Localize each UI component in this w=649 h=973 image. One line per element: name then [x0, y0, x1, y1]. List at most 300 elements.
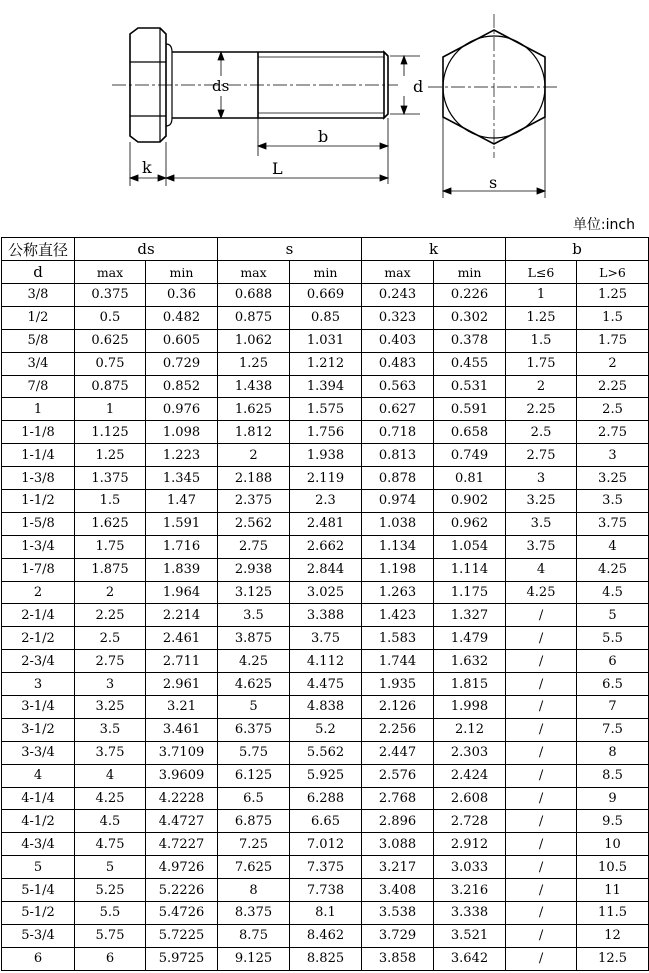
table-cell: 0.962 [434, 512, 506, 535]
table-cell: 1.327 [434, 604, 506, 627]
table-cell: 0.482 [146, 306, 218, 329]
table-cell: 4.25 [506, 581, 577, 604]
table-cell: 0.81 [434, 467, 506, 490]
table-cell: 1.575 [290, 398, 362, 421]
table-row [2, 375, 649, 398]
table-cell: 10 [577, 833, 649, 856]
table-cell: 1.5 [506, 329, 577, 352]
table-row [2, 535, 649, 558]
table-cell: / [506, 856, 577, 879]
table-cell: 2.844 [290, 558, 362, 581]
table-row [2, 627, 649, 650]
table-cell: 0.605 [146, 329, 218, 352]
k-label: k [142, 158, 152, 177]
row-nominal-diameter: 1-5/8 [2, 512, 75, 535]
table-cell: 3.875 [218, 627, 290, 650]
row-nominal-diameter: 4-3/4 [2, 833, 75, 856]
table-cell: 8 [577, 741, 649, 764]
table-cell: 0.875 [218, 306, 290, 329]
table-cell: 4 [577, 535, 649, 558]
table-cell: / [506, 764, 577, 787]
table-cell: 1.632 [434, 650, 506, 673]
table-cell: 5.5 [577, 627, 649, 650]
table-cell: 2.608 [434, 787, 506, 810]
table-cell: 3.408 [362, 879, 434, 902]
table-cell: 1.375 [75, 467, 146, 490]
table-cell: 3.216 [434, 879, 506, 902]
table-cell: 5.562 [290, 741, 362, 764]
table-cell: 2.5 [577, 398, 649, 421]
row-nominal-diameter: 3-3/4 [2, 741, 75, 764]
table-cell: 1.031 [290, 329, 362, 352]
bolt-head-end-view [428, 14, 560, 158]
table-cell: / [506, 627, 577, 650]
table-cell: 0.718 [362, 421, 434, 444]
table-cell: / [506, 879, 577, 902]
header-nominal-diameter: 公称直径 [2, 238, 75, 261]
table-cell: 1.815 [434, 673, 506, 696]
row-nominal-diameter: 4-1/2 [2, 810, 75, 833]
table-cell: 3.25 [506, 490, 577, 513]
table-cell: 3.75 [506, 535, 577, 558]
table-row [2, 284, 649, 307]
table-cell: 1.75 [75, 535, 146, 558]
table-cell: 3.025 [290, 581, 362, 604]
table-cell: 1.394 [290, 375, 362, 398]
table-cell: 8.825 [290, 947, 362, 970]
table-cell: 6.125 [218, 764, 290, 787]
table-cell: 4.4727 [146, 810, 218, 833]
table-cell: 2.5 [75, 627, 146, 650]
subheader-d: d [2, 261, 75, 284]
table-cell: 1.625 [218, 398, 290, 421]
table-cell: 3.25 [577, 467, 649, 490]
table-cell: 1.125 [75, 421, 146, 444]
table-cell: 0.375 [75, 284, 146, 307]
table-cell: / [506, 650, 577, 673]
table-cell: 2.5 [506, 421, 577, 444]
table-cell: 4.25 [218, 650, 290, 673]
bolt-technical-drawing [0, 0, 649, 205]
table-cell: 7.738 [290, 879, 362, 902]
table-cell: 0.302 [434, 306, 506, 329]
k-L-dimension [130, 142, 388, 186]
table-cell: 0.729 [146, 352, 218, 375]
table-cell: 3.75 [290, 627, 362, 650]
table-row [2, 558, 649, 581]
table-cell: 0.669 [290, 284, 362, 307]
row-nominal-diameter: 1-3/4 [2, 535, 75, 558]
table-row [2, 902, 649, 925]
table-cell: 0.813 [362, 444, 434, 467]
bolt-dimension-table [1, 237, 649, 971]
subheader-s-min: min [290, 261, 362, 284]
table-row [2, 421, 649, 444]
table-cell: 3.642 [434, 947, 506, 970]
table-cell: 1.756 [290, 421, 362, 444]
table-cell: 0.688 [218, 284, 290, 307]
table-cell: 1.839 [146, 558, 218, 581]
table-cell: 11 [577, 879, 649, 902]
table-cell: 1.583 [362, 627, 434, 650]
table-cell: / [506, 902, 577, 925]
table-cell: 1.935 [362, 673, 434, 696]
table-row [2, 856, 649, 879]
table-cell: 7.375 [290, 856, 362, 879]
table-cell: 2.119 [290, 467, 362, 490]
table-cell: 5.25 [75, 879, 146, 902]
table-cell: 6 [75, 947, 146, 970]
table-cell: 2.188 [218, 467, 290, 490]
table-cell: 5.75 [75, 924, 146, 947]
table-cell: 3.25 [75, 696, 146, 719]
subheader-b-short: L≤6 [506, 261, 577, 284]
table-cell: / [506, 833, 577, 856]
table-cell: 1 [506, 284, 577, 307]
table-cell: 9 [577, 787, 649, 810]
table-cell: 0.531 [434, 375, 506, 398]
table-cell: 2 [218, 444, 290, 467]
table-cell: 9.5 [577, 810, 649, 833]
ds-label: ds [212, 77, 230, 95]
table-cell: 0.875 [75, 375, 146, 398]
table-cell: 1.223 [146, 444, 218, 467]
table-cell: 1.744 [362, 650, 434, 673]
table-cell: 1.716 [146, 535, 218, 558]
table-cell: 3.125 [218, 581, 290, 604]
row-nominal-diameter: 1-1/8 [2, 421, 75, 444]
s-label: s [489, 173, 498, 192]
table-cell: 7 [577, 696, 649, 719]
subheader-b-long: L>6 [577, 261, 649, 284]
row-nominal-diameter: 2-1/2 [2, 627, 75, 650]
table-cell: 0.226 [434, 284, 506, 307]
table-cell: 12 [577, 924, 649, 947]
table-cell: 2.576 [362, 764, 434, 787]
table-row [2, 696, 649, 719]
row-nominal-diameter: 1-1/2 [2, 490, 75, 513]
table-cell: 2.662 [290, 535, 362, 558]
table-cell: 3.21 [146, 696, 218, 719]
table-cell: 4.2228 [146, 787, 218, 810]
table-cell: 2.562 [218, 512, 290, 535]
table-cell: 4.625 [218, 673, 290, 696]
table-cell: 2.75 [506, 444, 577, 467]
table-row [2, 352, 649, 375]
table-cell: 1.75 [577, 329, 649, 352]
table-header-row-2 [2, 261, 649, 284]
table-row [2, 833, 649, 856]
row-nominal-diameter: 5/8 [2, 329, 75, 352]
table-row [2, 444, 649, 467]
table-cell: 1.25 [75, 444, 146, 467]
table-cell: 4.5 [577, 581, 649, 604]
table-cell: 3.217 [362, 856, 434, 879]
table-cell: 2.424 [434, 764, 506, 787]
table-cell: 12.5 [577, 947, 649, 970]
table-cell: 5.4726 [146, 902, 218, 925]
table-cell: 1.479 [434, 627, 506, 650]
table-cell: 0.878 [362, 467, 434, 490]
table-cell: 2 [75, 581, 146, 604]
table-row [2, 810, 649, 833]
row-nominal-diameter: 5-3/4 [2, 924, 75, 947]
table-cell: 8 [218, 879, 290, 902]
row-nominal-diameter: 2 [2, 581, 75, 604]
table-cell: 2 [506, 375, 577, 398]
table-cell: 8.375 [218, 902, 290, 925]
row-nominal-diameter: 3/8 [2, 284, 75, 307]
table-cell: 1.25 [218, 352, 290, 375]
table-cell: / [506, 718, 577, 741]
table-cell: 6.875 [218, 810, 290, 833]
table-cell: 5.9725 [146, 947, 218, 970]
table-cell: 0.403 [362, 329, 434, 352]
table-cell: 0.749 [434, 444, 506, 467]
table-cell: / [506, 924, 577, 947]
table-cell: 1.423 [362, 604, 434, 627]
table-row [2, 650, 649, 673]
table-cell: 3.75 [75, 741, 146, 764]
table-cell: 5.2 [290, 718, 362, 741]
table-cell: 3.5 [506, 512, 577, 535]
table-cell: 1.134 [362, 535, 434, 558]
table-cell: 1.875 [75, 558, 146, 581]
table-row [2, 512, 649, 535]
table-cell: 6 [577, 650, 649, 673]
table-cell: 3.538 [362, 902, 434, 925]
table-cell: 0.591 [434, 398, 506, 421]
table-cell: 7.012 [290, 833, 362, 856]
table-cell: 0.625 [75, 329, 146, 352]
table-cell: 1.098 [146, 421, 218, 444]
table-cell: 7.625 [218, 856, 290, 879]
subheader-k-min: min [434, 261, 506, 284]
row-nominal-diameter: 6 [2, 947, 75, 970]
table-cell: 4.25 [75, 787, 146, 810]
row-nominal-diameter: 1/2 [2, 306, 75, 329]
table-cell: 1.038 [362, 512, 434, 535]
table-cell: 2.447 [362, 741, 434, 764]
table-cell: 5 [218, 696, 290, 719]
table-cell: 5.75 [218, 741, 290, 764]
table-cell: 4.475 [290, 673, 362, 696]
table-cell: / [506, 741, 577, 764]
table-cell: 2.303 [434, 741, 506, 764]
table-row [2, 329, 649, 352]
table-cell: 0.75 [75, 352, 146, 375]
table-cell: 0.323 [362, 306, 434, 329]
table-cell: 0.976 [146, 398, 218, 421]
table-cell: 1.345 [146, 467, 218, 490]
table-cell: 0.455 [434, 352, 506, 375]
table-cell: 3.388 [290, 604, 362, 627]
row-nominal-diameter: 7/8 [2, 375, 75, 398]
table-cell: 1.198 [362, 558, 434, 581]
header-ds: ds [75, 238, 218, 261]
row-nominal-diameter: 3-1/2 [2, 718, 75, 741]
table-row [2, 490, 649, 513]
table-cell: 2.3 [290, 490, 362, 513]
table-cell: 3.033 [434, 856, 506, 879]
table-cell: 11.5 [577, 902, 649, 925]
table-cell: 3.729 [362, 924, 434, 947]
table-cell: 4.7227 [146, 833, 218, 856]
table-cell: 4.112 [290, 650, 362, 673]
table-cell: 1.438 [218, 375, 290, 398]
table-cell: 1.998 [434, 696, 506, 719]
table-cell: 3.5 [577, 490, 649, 513]
table-cell: 1.175 [434, 581, 506, 604]
table-cell: 1.5 [577, 306, 649, 329]
table-cell: 4 [506, 558, 577, 581]
table-cell: 5.7225 [146, 924, 218, 947]
table-cell: 1.114 [434, 558, 506, 581]
table-cell: 4.5 [75, 810, 146, 833]
row-nominal-diameter: 1-3/8 [2, 467, 75, 490]
table-cell: 5.5 [75, 902, 146, 925]
table-cell: 5 [75, 856, 146, 879]
table-cell: 3.75 [577, 512, 649, 535]
table-cell: 9.125 [218, 947, 290, 970]
row-nominal-diameter: 4 [2, 764, 75, 787]
table-cell: 4.838 [290, 696, 362, 719]
table-cell: 3 [75, 673, 146, 696]
table-cell: 4.9726 [146, 856, 218, 879]
table-row [2, 924, 649, 947]
table-cell: 6.288 [290, 787, 362, 810]
row-nominal-diameter: 2-3/4 [2, 650, 75, 673]
table-cell: 8.462 [290, 924, 362, 947]
table-cell: 10.5 [577, 856, 649, 879]
table-cell: 1.625 [75, 512, 146, 535]
row-nominal-diameter: 1-7/8 [2, 558, 75, 581]
table-cell: 0.902 [434, 490, 506, 513]
row-nominal-diameter: 5-1/4 [2, 879, 75, 902]
table-cell: 5.925 [290, 764, 362, 787]
table-row [2, 467, 649, 490]
table-cell: 1.25 [577, 284, 649, 307]
table-cell: 2.126 [362, 696, 434, 719]
table-cell: 0.483 [362, 352, 434, 375]
table-cell: 4.25 [577, 558, 649, 581]
table-cell: 0.627 [362, 398, 434, 421]
b-label: b [318, 127, 329, 146]
table-cell: 3 [577, 444, 649, 467]
table-row [2, 673, 649, 696]
table-cell: 6.5 [577, 673, 649, 696]
row-nominal-diameter: 4-1/4 [2, 787, 75, 810]
table-cell: / [506, 604, 577, 627]
table-cell: 2.256 [362, 718, 434, 741]
table-cell: 3.521 [434, 924, 506, 947]
table-row [2, 947, 649, 970]
row-nominal-diameter: 3-1/4 [2, 696, 75, 719]
table-cell: 2.75 [577, 421, 649, 444]
table-cell: 3.858 [362, 947, 434, 970]
row-nominal-diameter: 2-1/4 [2, 604, 75, 627]
table-cell: 2.461 [146, 627, 218, 650]
table-row [2, 604, 649, 627]
table-row [2, 306, 649, 329]
table-row [2, 398, 649, 421]
table-cell: 2.25 [577, 375, 649, 398]
row-nominal-diameter: 3/4 [2, 352, 75, 375]
row-nominal-diameter: 1 [2, 398, 75, 421]
table-cell: 1 [75, 398, 146, 421]
table-cell: 2.728 [434, 810, 506, 833]
table-row [2, 787, 649, 810]
table-cell: 0.378 [434, 329, 506, 352]
table-cell: 3.9609 [146, 764, 218, 787]
table-cell: 2.12 [434, 718, 506, 741]
table-cell: 7.5 [577, 718, 649, 741]
table-cell: 2 [577, 352, 649, 375]
table-cell: 1.964 [146, 581, 218, 604]
table-cell: 6.375 [218, 718, 290, 741]
table-cell: 3.088 [362, 833, 434, 856]
table-cell: 1.591 [146, 512, 218, 535]
table-cell: 0.658 [434, 421, 506, 444]
table-cell: 0.563 [362, 375, 434, 398]
table-cell: 8.5 [577, 764, 649, 787]
table-cell: 1.5 [75, 490, 146, 513]
table-cell: 3 [506, 467, 577, 490]
table-cell: / [506, 947, 577, 970]
row-nominal-diameter: 1-1/4 [2, 444, 75, 467]
table-cell: 1.25 [506, 306, 577, 329]
table-cell: 1.054 [434, 535, 506, 558]
table-cell: / [506, 787, 577, 810]
table-cell: 1.47 [146, 490, 218, 513]
table-row [2, 741, 649, 764]
subheader-ds-min: min [146, 261, 218, 284]
table-cell: 2.75 [75, 650, 146, 673]
table-cell: 3.5 [75, 718, 146, 741]
table-cell: / [506, 696, 577, 719]
table-cell: 4.75 [75, 833, 146, 856]
table-cell: / [506, 810, 577, 833]
table-row [2, 581, 649, 604]
table-cell: 0.36 [146, 284, 218, 307]
table-cell: 2.75 [218, 535, 290, 558]
subheader-s-max: max [218, 261, 290, 284]
table-cell: 0.5 [75, 306, 146, 329]
table-cell: 2.25 [75, 604, 146, 627]
table-cell: 1.212 [290, 352, 362, 375]
table-header-row-1 [2, 238, 649, 261]
table-cell: 2.481 [290, 512, 362, 535]
table-cell: 3.338 [434, 902, 506, 925]
table-cell: 1.812 [218, 421, 290, 444]
table-cell: 0.852 [146, 375, 218, 398]
subheader-ds-max: max [75, 261, 146, 284]
table-cell: 2.938 [218, 558, 290, 581]
unit-label: 单位:inch [572, 217, 635, 233]
table-cell: 7.25 [218, 833, 290, 856]
table-cell: 2.711 [146, 650, 218, 673]
table-cell: 6.5 [218, 787, 290, 810]
table-cell: 4 [75, 764, 146, 787]
table-row [2, 718, 649, 741]
header-k: k [362, 238, 506, 261]
row-nominal-diameter: 5-1/2 [2, 902, 75, 925]
table-cell: 1.938 [290, 444, 362, 467]
table-cell: 8.1 [290, 902, 362, 925]
table-cell: 5.2226 [146, 879, 218, 902]
table-cell: 1.062 [218, 329, 290, 352]
table-cell: 2.961 [146, 673, 218, 696]
